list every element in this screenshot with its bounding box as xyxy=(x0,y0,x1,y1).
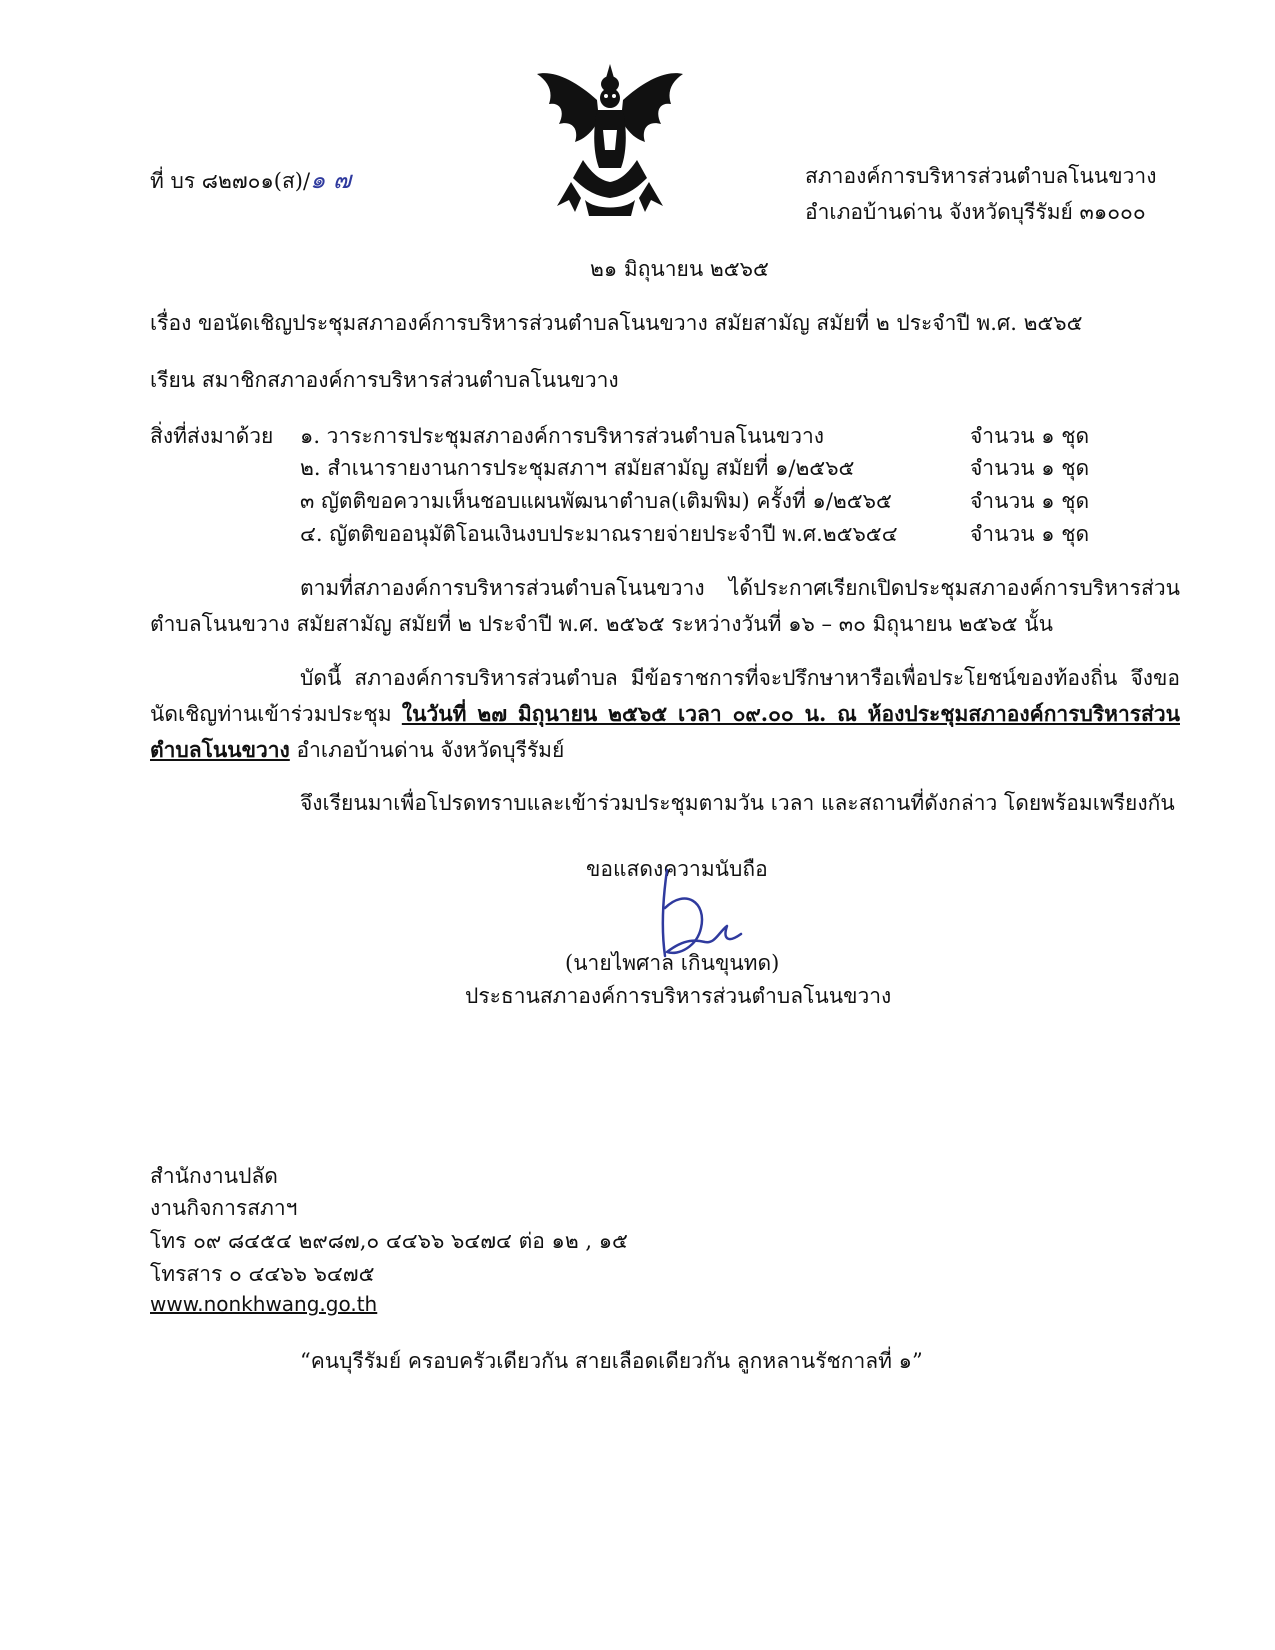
paragraph-2-end: อำเภอบ้านด่าน จังหวัดบุรีรัมย์ xyxy=(289,738,565,762)
enclosure-qty: จำนวน ๑ ชุด xyxy=(970,424,1090,448)
body-paragraph-1: ตามที่สภาองค์การบริหารส่วนตำบลโนนขวาง ได้ประกาศเรียกเปิดประชุมสภาองค์การบริหารส่วนตำบลโนนขวาง สมัยสามัญ สมัยที่ ๒ ประจำปี พ.ศ. ๒๕๖๕ ระหว่างวันที่ ๑๖ – ๓๐ มิถุนายน ๒๕๖๕ นั้น xyxy=(150,576,1180,636)
enclosure-item: ๑. วาระการประชุมสภาองค์การบริหารส่วนตำบลโนนขวาง xyxy=(300,424,825,448)
reference-number xyxy=(150,160,351,199)
garuda-emblem-icon xyxy=(535,60,685,218)
org-address: อำเภอบ้านด่าน จังหวัดบุรีรัมย์ ๓๑๐๐๐ xyxy=(805,200,1146,224)
enclosures-label: สิ่งที่ส่งมาด้วย xyxy=(150,424,274,448)
enclosure-qty: จำนวน ๑ ชุด xyxy=(970,489,1090,513)
letter-subject: เรื่อง ขอนัดเชิญประชุมสภาองค์การบริหารส่วนตำบลโนนขวาง สมัยสามัญ สมัยที่ ๒ ประจำปี พ.ศ. ๒๕๖๕ xyxy=(150,311,1083,335)
enclosure-item: ๔. ญัตติขออนุมัติโอนเงินงบประมาณรายจ่ายประจำปี พ.ศ.๒๕๖๕๔ xyxy=(300,522,898,546)
enclosure-item: ๒. สำเนารายงานการประชุมสภาฯ สมัยสามัญ สมัยที่ ๑/๒๕๖๕ xyxy=(300,456,855,480)
letter-salutation: เรียน สมาชิกสภาองค์การบริหารส่วนตำบลโนนขวาง xyxy=(150,368,619,392)
footer-fax: โทรสาร ๐ ๔๔๖๖ ๖๔๗๕ xyxy=(150,1262,375,1286)
signatory-name: (นายไพศาล เกินขุนทด) xyxy=(565,951,780,975)
signatory-position: ประธานสภาองค์การบริหารส่วนตำบลโนนขวาง xyxy=(465,984,892,1008)
reference-prefix: ที่ บร ๘๒๗๐๑(ส)/ xyxy=(150,169,311,193)
meeting-date-location: ในวันที่ ๒๗ มิถุนายน ๒๕๖๕ เวลา ๐๙.๐๐ น. ณ ห้องประชุมสภาองค์การบริหารส่วนตำบลโนนขวาง xyxy=(150,701,1180,762)
org-name: สภาองค์การบริหารส่วนตำบลโนนขวาง xyxy=(805,164,1157,188)
footer-office: สำนักงานปลัด xyxy=(150,1164,278,1188)
letter-date: ๒๑ มิถุนายน ๒๕๖๕ xyxy=(590,257,769,281)
footer-motto: “คนบุรีรัมย์ ครอบครัวเดียวกัน สายเลือดเดียวกัน ลูกหลานรัชกาลที่ ๑” xyxy=(300,1349,923,1373)
footer-telephone: โทร ๐๙ ๘๔๕๔ ๒๙๘๗,๐ ๔๔๖๖ ๖๔๗๔ ต่อ ๑๒ , ๑๕ xyxy=(150,1229,628,1253)
footer-section: งานกิจการสภาฯ xyxy=(150,1196,298,1220)
body-paragraph-2 xyxy=(150,660,1180,768)
handwritten-number: ๑ ๗ xyxy=(310,166,351,194)
closing-phrase: ขอแสดงความนับถือ xyxy=(586,857,768,881)
website-link[interactable]: www.nonkhwang.go.th xyxy=(150,1292,378,1316)
enclosure-qty: จำนวน ๑ ชุด xyxy=(970,522,1090,546)
enclosure-item: ๓ ญัตติขอความเห็นชอบแผนพัฒนาตำบล(เติมพิม) ครั้งที่ ๑/๒๕๖๕ xyxy=(300,489,892,513)
enclosure-qty: จำนวน ๑ ชุด xyxy=(970,456,1090,480)
paragraph-2-intro: บัดนี้ สภาองค์การบริหารส่วนตำบล มีข้อราชการที่จะปรึกษาหารือเพื่อประโยชน์ของท้องถิ่น จึงขอนัดเชิญท่านเข้าร่วมประชุม xyxy=(150,666,1180,726)
body-paragraph-3: จึงเรียนมาเพื่อโปรดทราบและเข้าร่วมประชุมตามวัน เวลา และสถานที่ดังกล่าว โดยพร้อมเพรียงกัน xyxy=(300,791,1175,815)
